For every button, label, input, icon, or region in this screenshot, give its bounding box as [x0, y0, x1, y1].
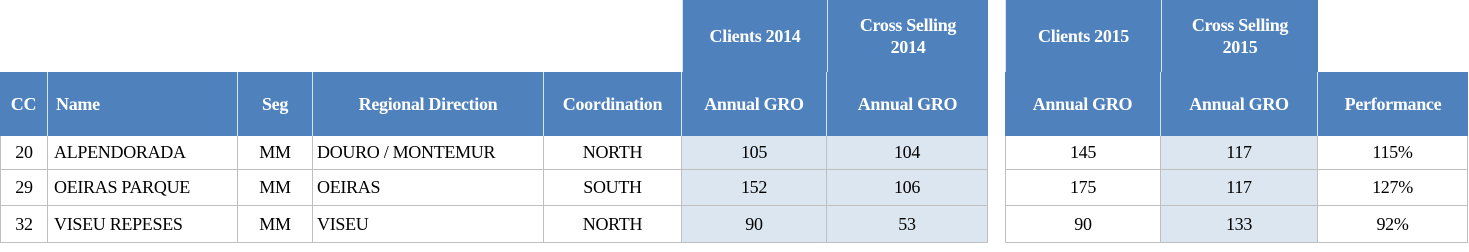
group-header-clients-2015: [1005, 0, 1161, 72]
column-header-coordination: [544, 72, 682, 136]
column-header-cc-label: CC: [10, 94, 37, 114]
group-header-row: [0, 0, 1469, 72]
column-header-cross-2015-gro: [1161, 72, 1318, 136]
column-header-clients-2014-gro: [682, 72, 827, 136]
cell-name: VISEU REPESES: [48, 206, 238, 243]
column-header-regional-direction-label: Regional Direction: [358, 94, 498, 114]
column-header-clients-2014-gro-label: Annual GRO: [704, 94, 804, 114]
cell-clients-2015-gro: 175: [1005, 170, 1161, 206]
cell-cross-2014-gro: 106: [827, 170, 988, 206]
column-header-seg: [238, 72, 313, 136]
cell-cc: 20: [0, 136, 48, 170]
column-header-row: [0, 72, 1469, 136]
cell-clients-2015-gro: 90: [1005, 206, 1161, 243]
cell-performance: 127%: [1318, 170, 1468, 206]
group-header-cross-selling-2015-label: Cross Selling 2015: [1191, 15, 1289, 57]
column-header-cc: [0, 72, 48, 136]
cell-coordination: NORTH: [544, 136, 682, 170]
cell-seg: MM: [238, 170, 313, 206]
cell-clients-2014-gro: 152: [682, 170, 827, 206]
cell-cross-2015-gro: 133: [1161, 206, 1318, 243]
group-header-clients-2014: [682, 0, 827, 72]
group-header-clients-2014-label: Clients 2014: [709, 26, 801, 46]
column-header-regional-direction: [313, 72, 544, 136]
cell-regional-direction: VISEU: [313, 206, 544, 243]
group-header-cross-selling-2014-label: Cross Selling 2014: [859, 15, 957, 57]
cell-coordination: SOUTH: [544, 170, 682, 206]
column-header-clients-2015-gro: [1005, 72, 1161, 136]
cell-clients-2015-gro: 145: [1005, 136, 1161, 170]
cell-cross-2015-gro: 117: [1161, 170, 1318, 206]
cell-regional-direction: OEIRAS: [313, 170, 544, 206]
cell-seg: MM: [238, 136, 313, 170]
table-row: [0, 206, 1469, 243]
column-header-name-label: Name: [56, 94, 100, 114]
table-row: [0, 170, 1469, 206]
cell-cc: 29: [0, 170, 48, 206]
cell-name: OEIRAS PARQUE: [48, 170, 238, 206]
column-header-seg-label: Seg: [261, 94, 289, 114]
column-header-clients-2015-gro-label: Annual GRO: [1032, 94, 1133, 114]
table-row: [0, 136, 1469, 170]
column-header-cross-2014-gro: [827, 72, 988, 136]
cell-coordination: NORTH: [544, 206, 682, 243]
group-header-cross-selling-2015: [1161, 0, 1318, 72]
cell-performance: 92%: [1318, 206, 1468, 243]
column-header-cross-2015-gro-label: Annual GRO: [1189, 94, 1289, 114]
cell-name: ALPENDORADA: [48, 136, 238, 170]
cell-seg: MM: [238, 206, 313, 243]
column-header-performance: [1318, 72, 1468, 136]
column-header-cross-2014-gro-label: Annual GRO: [857, 94, 958, 114]
cell-clients-2014-gro: 105: [682, 136, 827, 170]
column-header-performance-label: Performance: [1344, 94, 1442, 114]
column-header-coordination-label: Coordination: [562, 94, 663, 114]
column-header-name: [48, 72, 238, 136]
cell-cross-2014-gro: 104: [827, 136, 988, 170]
cell-regional-direction: DOURO / MONTEMUR: [313, 136, 544, 170]
group-header-cross-selling-2014: [827, 0, 988, 72]
cell-cross-2014-gro: 53: [827, 206, 988, 243]
cell-clients-2014-gro: 90: [682, 206, 827, 243]
cell-performance: 115%: [1318, 136, 1468, 170]
group-header-clients-2015-label: Clients 2015: [1038, 26, 1129, 46]
cell-cross-2015-gro: 117: [1161, 136, 1318, 170]
cell-cc: 32: [0, 206, 48, 243]
